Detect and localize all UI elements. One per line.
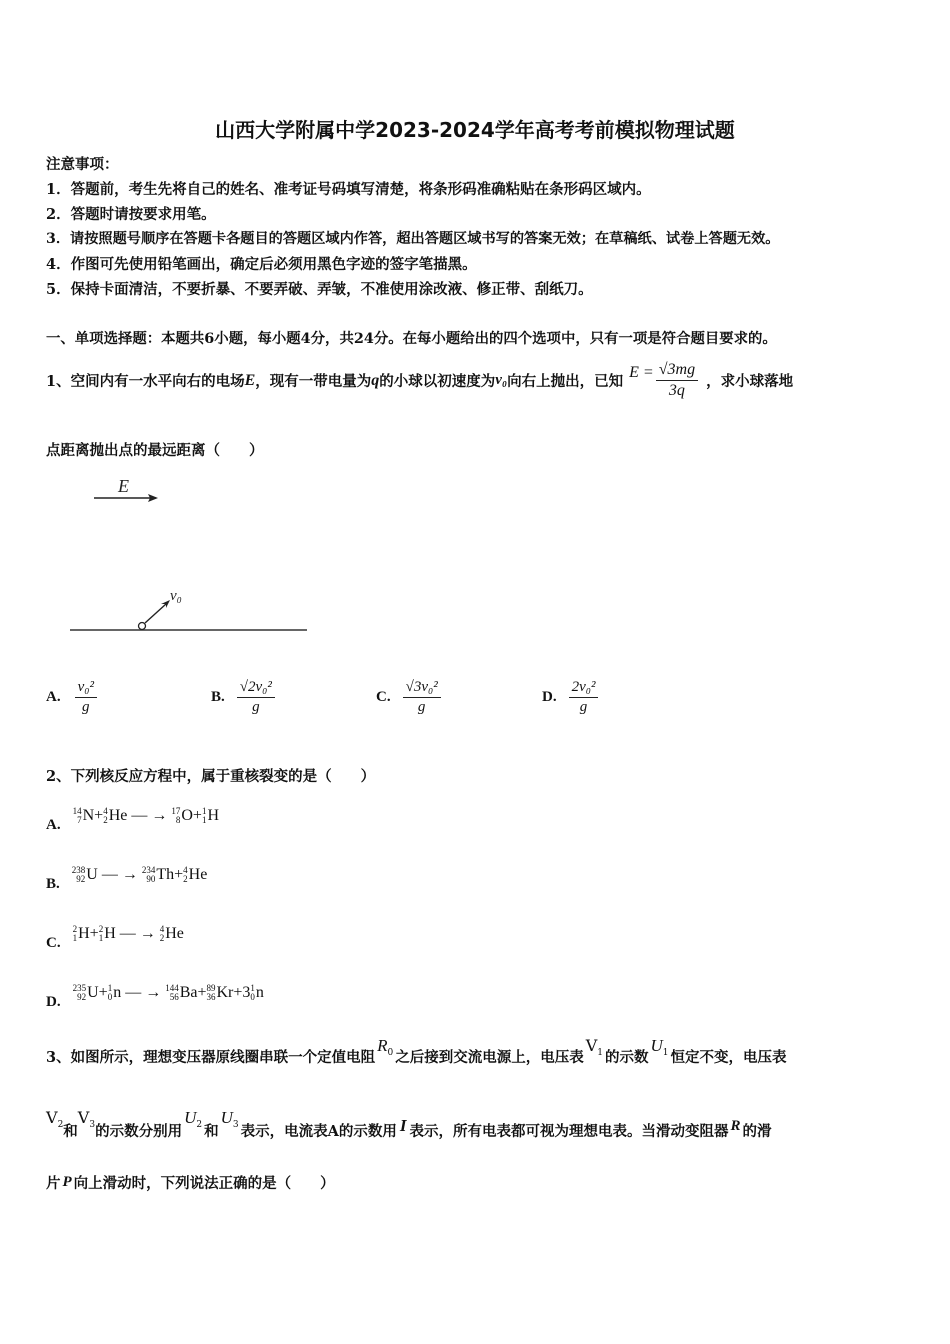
q3-U3 bbox=[221, 1108, 239, 1130]
nuclide-numbers bbox=[207, 984, 216, 1002]
symbol: U bbox=[650, 1036, 663, 1055]
notice-item: 5．保持卡面清洁，不要折暴、不要弄破、弄皱，不准使用涂改液、修正带、刮纸刀。 bbox=[46, 281, 593, 298]
nuclide bbox=[171, 807, 193, 825]
q1-stem bbox=[46, 362, 793, 400]
q3-text: 表示，所有电表都可视为理想电表。当滑动变阻器 bbox=[409, 1123, 729, 1140]
nuclide-numbers bbox=[165, 984, 179, 1002]
velocity-label: v₀ bbox=[170, 588, 182, 604]
q3-text: 的示数 bbox=[605, 1049, 649, 1066]
nuclide-numbers bbox=[250, 984, 255, 1002]
q3-V1 bbox=[586, 1036, 603, 1058]
equation bbox=[72, 866, 208, 884]
equation bbox=[73, 984, 264, 1002]
q2-option-a[interactable] bbox=[46, 797, 219, 834]
fraction-num: √2v₀² bbox=[237, 680, 275, 698]
atomic-number: 2 bbox=[159, 932, 165, 943]
atomic-number: 90 bbox=[146, 873, 156, 884]
q3-text: 片 bbox=[46, 1175, 61, 1192]
operator: + bbox=[98, 983, 108, 1001]
atomic-number: 8 bbox=[175, 814, 181, 825]
option-label: B. bbox=[46, 876, 60, 892]
nuclide-numbers bbox=[160, 925, 165, 943]
q1-option-a[interactable] bbox=[46, 680, 97, 716]
atomic-number: 56 bbox=[169, 991, 179, 1002]
nuclide bbox=[72, 866, 98, 884]
option-label: C. bbox=[46, 935, 61, 951]
mass-number: 1 bbox=[250, 982, 255, 993]
atomic-number: 36 bbox=[206, 991, 216, 1002]
q2-option-c[interactable] bbox=[46, 915, 184, 952]
equation bbox=[73, 925, 184, 943]
atomic-number: 1 bbox=[98, 932, 104, 943]
option-label: A. bbox=[46, 689, 61, 706]
symbol: U bbox=[184, 1108, 197, 1127]
q3-text: 表示，电流表A的示数用 bbox=[240, 1123, 397, 1140]
element-symbol: U bbox=[86, 865, 98, 883]
option-fraction bbox=[237, 680, 275, 716]
nuclide-numbers bbox=[73, 925, 78, 943]
fraction-num: v₀² bbox=[75, 680, 97, 698]
mass-number: 1 bbox=[201, 805, 207, 816]
operator: + bbox=[94, 806, 104, 824]
nuclide bbox=[99, 925, 116, 943]
mass-number: 4 bbox=[159, 923, 165, 934]
nuclide-numbers bbox=[142, 866, 156, 884]
option-fraction bbox=[403, 680, 441, 716]
atomic-number: 92 bbox=[77, 991, 87, 1002]
option-label: C. bbox=[376, 689, 391, 706]
fraction-den: g bbox=[417, 698, 426, 715]
nuclide bbox=[250, 984, 264, 1002]
ball bbox=[139, 623, 146, 630]
element-symbol: Ba bbox=[179, 983, 198, 1001]
nuclide bbox=[73, 925, 90, 943]
field-label: E bbox=[118, 476, 129, 496]
operator: + bbox=[197, 983, 207, 1001]
operator: +3 bbox=[233, 983, 251, 1001]
operator: + bbox=[174, 865, 184, 883]
nuclide bbox=[108, 984, 122, 1002]
option-label: A. bbox=[46, 817, 61, 833]
q3-text: 和 bbox=[63, 1123, 78, 1140]
fraction-num: √3v₀² bbox=[403, 680, 441, 698]
nuclide-numbers bbox=[103, 807, 108, 825]
option-label: B. bbox=[211, 689, 225, 706]
nuclide bbox=[160, 925, 184, 943]
q3-text: 恒定不变，电压表 bbox=[670, 1049, 787, 1066]
q1-formula-lhs: E = bbox=[629, 363, 654, 381]
q1-formula-num: √3mg bbox=[656, 362, 698, 381]
symbol: V bbox=[585, 1036, 598, 1055]
mass-number: 4 bbox=[183, 864, 188, 875]
reaction-arrow: — → bbox=[125, 983, 162, 1001]
symbol: U bbox=[220, 1108, 233, 1127]
option-label: D. bbox=[542, 689, 557, 706]
q1-option-d[interactable] bbox=[542, 680, 598, 716]
q3-stem-line1 bbox=[46, 1036, 787, 1067]
mass-number: 234 bbox=[141, 864, 156, 875]
nuclide bbox=[183, 866, 207, 884]
symbol: V bbox=[77, 1108, 90, 1127]
q2-stem: 2、下列核反应方程中，属于重核裂变的是（ ） bbox=[46, 768, 376, 785]
notice-item: 2．答题时请按要求用笔。 bbox=[46, 206, 216, 223]
element-symbol: H bbox=[104, 924, 116, 942]
section-heading: 一、单项选择题：本题共6小题，每小题4分，共24分。在每小题给出的四个选项中，只有一项是符合题目要求的。 bbox=[46, 330, 777, 347]
mass-number: 1 bbox=[107, 982, 113, 993]
q1-figure bbox=[60, 470, 320, 640]
q2-option-b[interactable] bbox=[46, 856, 207, 893]
q3-V2 bbox=[46, 1108, 63, 1130]
mass-number: 4 bbox=[103, 805, 108, 816]
nuclide bbox=[142, 866, 174, 884]
q3-text: 的示数分别用 bbox=[95, 1123, 183, 1140]
element-symbol: H bbox=[207, 806, 219, 824]
mass-number: 2 bbox=[98, 923, 104, 934]
atomic-number: 0 bbox=[107, 991, 113, 1002]
q1-v0: v₀ bbox=[495, 372, 508, 389]
atomic-number: 92 bbox=[76, 873, 86, 884]
q1-text: 向右上抛出，已知 bbox=[507, 373, 624, 391]
element-symbol: Kr bbox=[216, 983, 234, 1001]
equation bbox=[73, 807, 219, 825]
q3-text: 向上滑动时，下列说法正确的是（ ） bbox=[73, 1175, 335, 1192]
mass-number: 89 bbox=[206, 982, 216, 993]
nuclide-numbers bbox=[202, 807, 207, 825]
nuclide-numbers bbox=[72, 866, 86, 884]
q1-text: 1、空间内有一水平向右的电场 bbox=[46, 373, 245, 391]
atomic-number: 7 bbox=[77, 814, 82, 825]
q1-E: E bbox=[244, 371, 256, 389]
element-symbol: N bbox=[82, 806, 95, 824]
q3-V3 bbox=[78, 1108, 95, 1130]
subscript: 0 bbox=[387, 1047, 394, 1058]
nuclide bbox=[103, 807, 127, 825]
element-symbol: He bbox=[165, 924, 184, 942]
nuclide bbox=[73, 807, 95, 825]
reaction-arrow: — → bbox=[131, 806, 168, 824]
atomic-number: 2 bbox=[103, 814, 108, 825]
q3-stem-line2 bbox=[46, 1108, 772, 1141]
element-symbol: Th bbox=[156, 865, 175, 883]
nuclide-numbers bbox=[73, 807, 82, 825]
notice-item: 3．请按照题号顺序在答题卡各题目的答题区域内作答，超出答题区域书写的答案无效；在草稿纸、试卷上答题无效。 bbox=[46, 231, 780, 247]
q3-stem-line3 bbox=[46, 1172, 335, 1193]
nuclide bbox=[73, 984, 99, 1002]
element-symbol: U bbox=[87, 983, 99, 1001]
subscript: 1 bbox=[662, 1047, 669, 1058]
reaction-arrow: — → bbox=[101, 865, 138, 883]
q3-text: 和 bbox=[204, 1123, 219, 1140]
element-symbol: H bbox=[78, 924, 90, 942]
element-symbol: He bbox=[188, 865, 208, 883]
symbol: V bbox=[46, 1108, 58, 1127]
reaction-arrow: — → bbox=[119, 924, 156, 942]
option-label: D. bbox=[46, 994, 61, 1010]
q3-R: R bbox=[730, 1118, 741, 1134]
mass-number: 17 bbox=[171, 805, 181, 816]
q3-text: 的滑 bbox=[742, 1123, 772, 1140]
symbol: R bbox=[377, 1036, 388, 1055]
mass-number: 14 bbox=[72, 805, 82, 816]
element-symbol: O bbox=[181, 806, 193, 824]
element-symbol: n bbox=[113, 983, 122, 1001]
q3-text: 之后接到交流电源上，电压表 bbox=[395, 1049, 584, 1066]
mass-number: 144 bbox=[165, 982, 179, 993]
q1-formula bbox=[656, 362, 698, 400]
q1-formula-den: 3q bbox=[668, 381, 685, 399]
q1-text: ，求小球落地 bbox=[706, 373, 794, 391]
nuclide bbox=[165, 984, 197, 1002]
q1-option-b[interactable] bbox=[211, 680, 275, 716]
element-symbol: n bbox=[255, 983, 264, 1001]
subscript: 3 bbox=[232, 1119, 239, 1130]
fraction-den: g bbox=[579, 698, 588, 715]
option-fraction bbox=[569, 680, 599, 716]
page-title: 山西大学附属中学2023-2024学年高考考前模拟物理试题 bbox=[215, 118, 735, 142]
nuclide-numbers bbox=[183, 866, 188, 884]
q3-text: 3、如图所示，理想变压器原线圈串联一个定值电阻 bbox=[46, 1049, 376, 1066]
q2-option-d[interactable] bbox=[46, 974, 264, 1011]
operator: + bbox=[89, 924, 99, 942]
fraction-den: g bbox=[82, 698, 90, 715]
q3-P: P bbox=[62, 1174, 72, 1190]
mass-number: 235 bbox=[72, 982, 87, 993]
fraction-num: 2v₀² bbox=[569, 680, 599, 698]
q1-q: q bbox=[371, 371, 380, 389]
nuclide-numbers bbox=[108, 984, 113, 1002]
q3-R0 bbox=[377, 1036, 393, 1058]
q1-text: 的小球以初速度为 bbox=[379, 373, 496, 391]
atomic-number: 2 bbox=[183, 873, 188, 884]
nuclide bbox=[207, 984, 234, 1002]
mass-number: 238 bbox=[71, 864, 86, 875]
subscript: 3 bbox=[89, 1119, 96, 1130]
velocity-arrow bbox=[145, 604, 166, 623]
atomic-number: 0 bbox=[250, 991, 255, 1002]
nuclide-numbers bbox=[73, 984, 87, 1002]
q1-text: ，现有一带电量为 bbox=[255, 373, 372, 391]
nuclide-numbers bbox=[99, 925, 104, 943]
atomic-number: 1 bbox=[201, 814, 207, 825]
atomic-number: 1 bbox=[72, 932, 78, 943]
q3-U2 bbox=[184, 1108, 202, 1130]
notice-heading: 注意事项： bbox=[46, 156, 119, 173]
nuclide bbox=[202, 807, 219, 825]
q1-option-c[interactable] bbox=[376, 680, 441, 716]
nuclide-numbers bbox=[171, 807, 180, 825]
subscript: 2 bbox=[57, 1119, 64, 1130]
subscript: 2 bbox=[196, 1119, 203, 1130]
subscript: 1 bbox=[597, 1047, 604, 1058]
q1-stem-line2: 点距离抛出点的最远距离（ ） bbox=[46, 442, 264, 459]
notice-item: 4．作图可先使用铅笔画出，确定后必须用黑色字迹的签字笔描黑。 bbox=[46, 256, 477, 273]
operator: + bbox=[192, 806, 202, 824]
element-symbol: He bbox=[108, 806, 128, 824]
notice-item: 1．答题前，考生先将自己的姓名、准考证号码填写清楚，将条形码准确粘贴在条形码区域内。 bbox=[46, 181, 651, 198]
q3-U1 bbox=[651, 1036, 669, 1058]
q3-I: I bbox=[399, 1116, 407, 1135]
mass-number: 2 bbox=[72, 923, 78, 934]
fraction-den: g bbox=[252, 698, 260, 715]
option-fraction bbox=[75, 680, 97, 716]
